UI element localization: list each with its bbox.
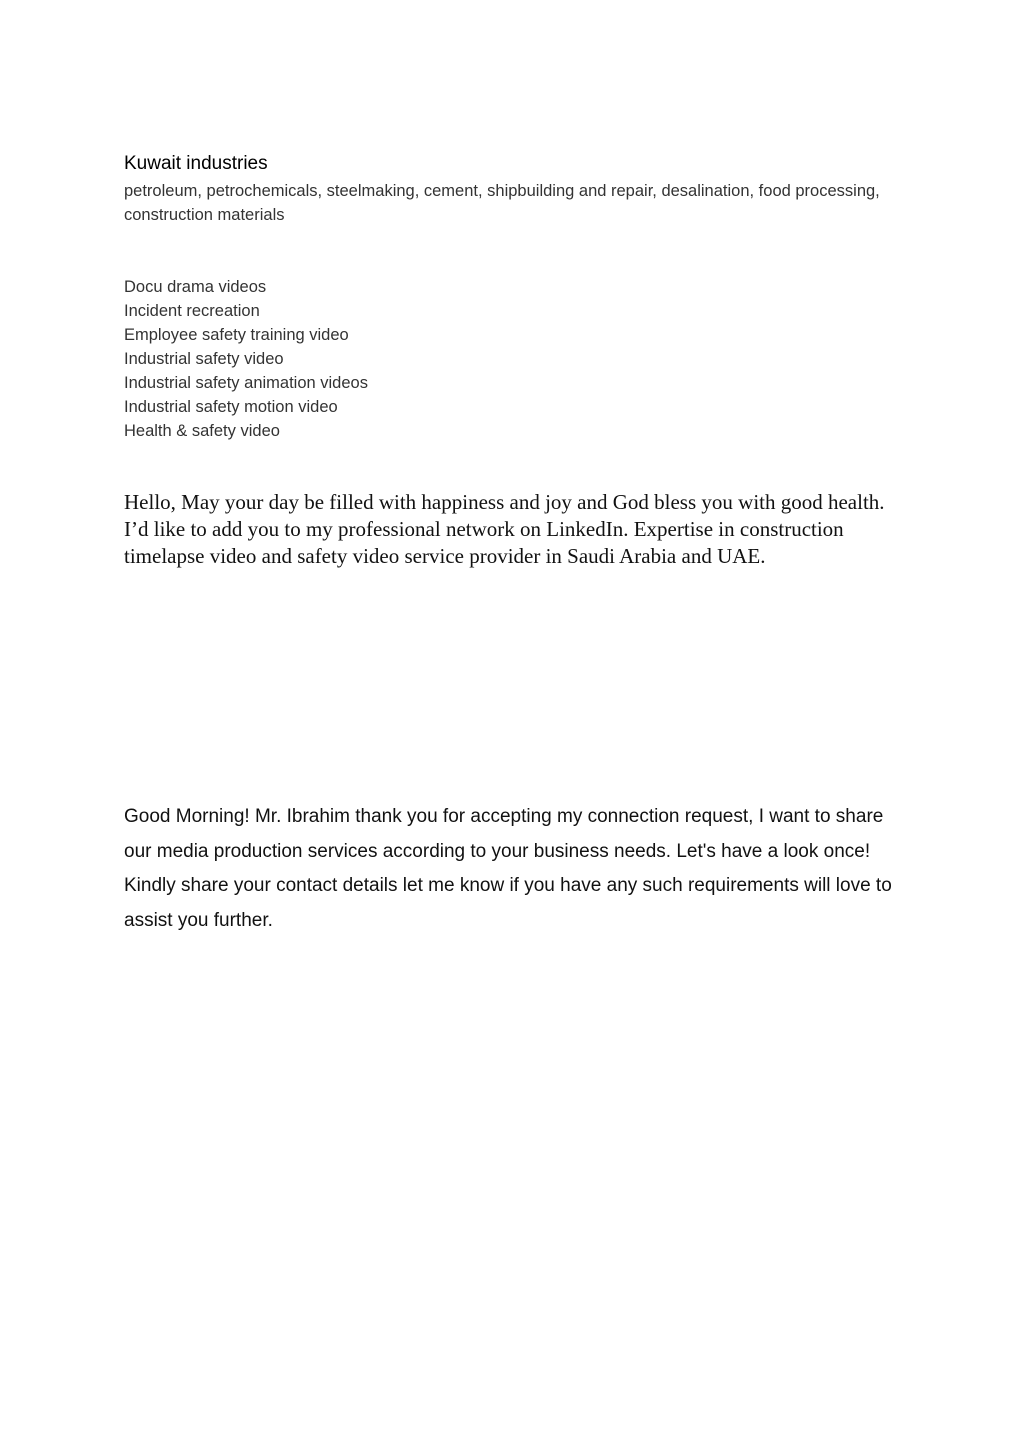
follow-up-message-paragraph: Good Morning! Mr. Ibrahim thank you for accepting my connection request, I want to share our media production services according to your business needs. Let's have a look once! Kindly share your contact details let me know if you have any such requirements will love to assist you further. (124, 806, 892, 932)
service-item: Employee safety training video (124, 326, 349, 344)
section-heading: Kuwait industries (124, 153, 268, 174)
service-item: Industrial safety video (124, 350, 284, 368)
service-item: Industrial safety motion video (124, 398, 338, 416)
industries-list: petroleum, petrochemicals, steelmaking, cement, shipbuilding and repair, desalination, food processing, construction materials (124, 182, 880, 224)
services-list (124, 275, 900, 443)
service-item: Incident recreation (124, 302, 260, 320)
service-item: Industrial safety animation videos (124, 374, 368, 392)
service-item: Docu drama videos (124, 278, 267, 296)
linkedin-message-paragraph: Hello, May your day be filled with happiness and joy and God bless you with good health. I’d like to add you to my professional network on LinkedIn. Expertise in construction timelapse video and safety video service provider in Saudi Arabia and UAE. (124, 490, 885, 568)
service-item: Health & safety video (124, 422, 280, 440)
